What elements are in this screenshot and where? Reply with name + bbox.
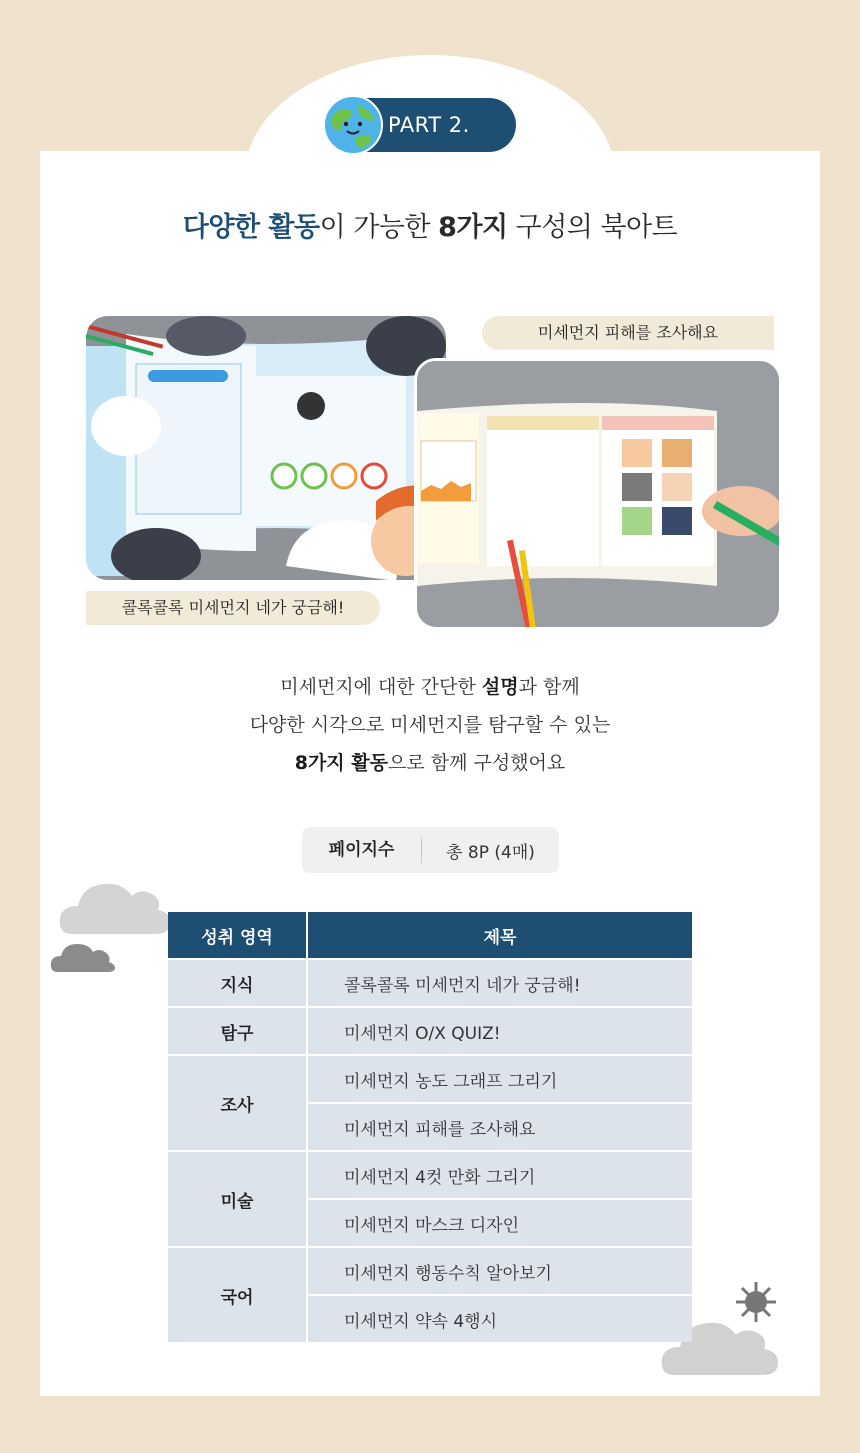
page-count-value: 총 8P (4매) <box>446 842 535 863</box>
table-header-title: 제목 <box>308 912 692 958</box>
desc-strong: 8가지 활동 <box>294 752 388 774</box>
page-count-label: 페이지수 <box>302 837 422 863</box>
table-cell-area: 지식 <box>168 960 306 1006</box>
table-cell-title: 미세먼지 4컷 만화 그리기 <box>308 1152 692 1198</box>
title-text-1: 이 가능한 <box>319 212 439 243</box>
description-line-3 <box>0 744 860 782</box>
earth-icon <box>322 94 384 156</box>
table-row <box>168 1152 692 1198</box>
table-cell-area: 미술 <box>168 1152 306 1246</box>
table-cell-title: 미세먼지 농도 그래프 그리기 <box>308 1056 692 1102</box>
dust-particle-icon <box>734 1280 778 1324</box>
part-badge-label: PART 2. <box>388 113 470 137</box>
table-row <box>168 1248 692 1294</box>
title-strong-2: 8가지 <box>438 212 508 243</box>
title-text-2: 구성의 북아트 <box>507 212 678 243</box>
desc-text: 과 함께 <box>518 676 580 698</box>
description-line-2: 다양한 시각으로 미세먼지를 탐구할 수 있는 <box>249 714 611 736</box>
cloud-icon <box>58 876 178 938</box>
desc-text: 미세먼지에 대한 간단한 <box>280 676 482 698</box>
caption-right: 미세먼지 피해를 조사해요 <box>482 316 774 350</box>
table-cell-area: 국어 <box>168 1248 306 1342</box>
table-cell-title: 미세먼지 O/X QUIZ! <box>308 1008 692 1054</box>
description <box>0 668 860 782</box>
desc-strong: 설명 <box>481 676 519 698</box>
table-row <box>168 1008 692 1054</box>
desc-text: 으로 함께 구성했어요 <box>388 752 566 774</box>
table-cell-title: 미세먼지 약속 4행시 <box>308 1296 692 1342</box>
cloud-icon <box>50 940 118 974</box>
activity-table <box>166 910 694 1344</box>
caption-left: 콜록콜록 미세먼지 네가 궁금해! <box>86 591 380 625</box>
booklet-photo-right <box>414 358 782 630</box>
title-strong-1: 다양한 활동 <box>182 212 320 243</box>
table-cell-title: 미세먼지 마스크 디자인 <box>308 1200 692 1246</box>
booklet-photo-left <box>86 316 446 580</box>
booklet-photo-left-image <box>86 316 446 580</box>
table-cell-title: 미세먼지 행동수칙 알아보기 <box>308 1248 692 1294</box>
page-title <box>0 205 860 244</box>
page-count-box <box>302 827 559 873</box>
table-row <box>168 1056 692 1102</box>
table-cell-title: 미세먼지 피해를 조사해요 <box>308 1104 692 1150</box>
table-header-area: 성취 영역 <box>168 912 306 958</box>
description-line-1 <box>0 668 860 706</box>
table-cell-area: 조사 <box>168 1056 306 1150</box>
booklet-photo-right-image <box>417 361 779 627</box>
table-cell-area: 탐구 <box>168 1008 306 1054</box>
table-cell-title: 콜록콜록 미세먼지 네가 궁금해! <box>308 960 692 1006</box>
table-row <box>168 960 692 1006</box>
